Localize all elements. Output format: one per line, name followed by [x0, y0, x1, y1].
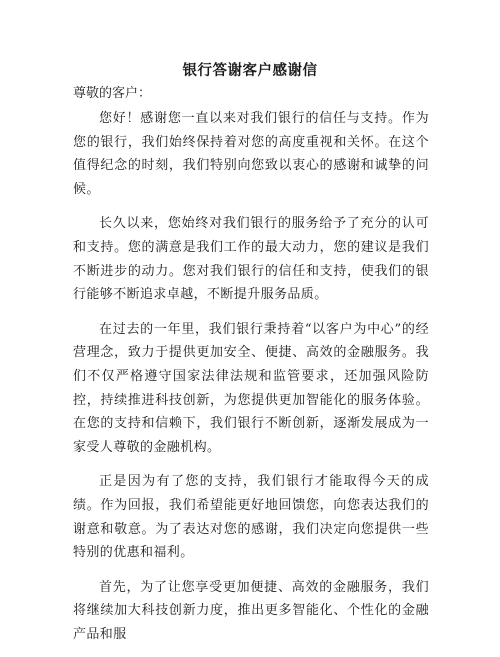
- paragraph-3: 在过去的一年里，我们银行秉持着“以客户为中心”的经营理念，致力于提供更加安全、便捷、高效的金融服务。我们不仅严格遵守国家法律法规和监管要求，还加强风险防控，持续推进科技创新，为您提供更加智能化的服务体验。在您的支持和信赖下，我们银行不断创新，逐渐发展成为一家受人尊敬的金融机构。: [73, 321, 429, 455]
- paragraph-4: 正是因为有了您的支持，我们银行才能取得今天的成绩。作为回报，我们希望能更好地回馈您，向您表达我们的谢意和敬意。为了表达对您的感谢，我们决定向您提供一些特别的优惠和福利。: [73, 474, 429, 561]
- letter-title: 银行答谢客户感谢信: [182, 63, 318, 79]
- letter-body: [73, 107, 429, 657]
- paragraph-1: 您好！感谢您一直以来对我们银行的信任与支持。作为您的银行，我们始终保持着对您的高度重视和关怀。在这个值得纪念的时刻，我们特别向您致以衷心的感谢和诚挚的问候。: [73, 111, 429, 197]
- letter-greeting: 尊敬的客户：: [73, 86, 152, 101]
- paragraph-5: 首先，为了让您享受更加便捷、高效的金融服务，我们将继续加大科技创新力度，推出更多智能化、个性化的金融产品和服: [73, 579, 429, 642]
- paragraph-2: 长久以来，您始终对我们银行的服务给予了充分的认可和支持。您的满意是我们工作的最大动力，您的建议是我们不断进步的动力。您对我们银行的信任和支持，使我们的银行能够不断追求卓越，不断提升服务品质。: [73, 216, 429, 303]
